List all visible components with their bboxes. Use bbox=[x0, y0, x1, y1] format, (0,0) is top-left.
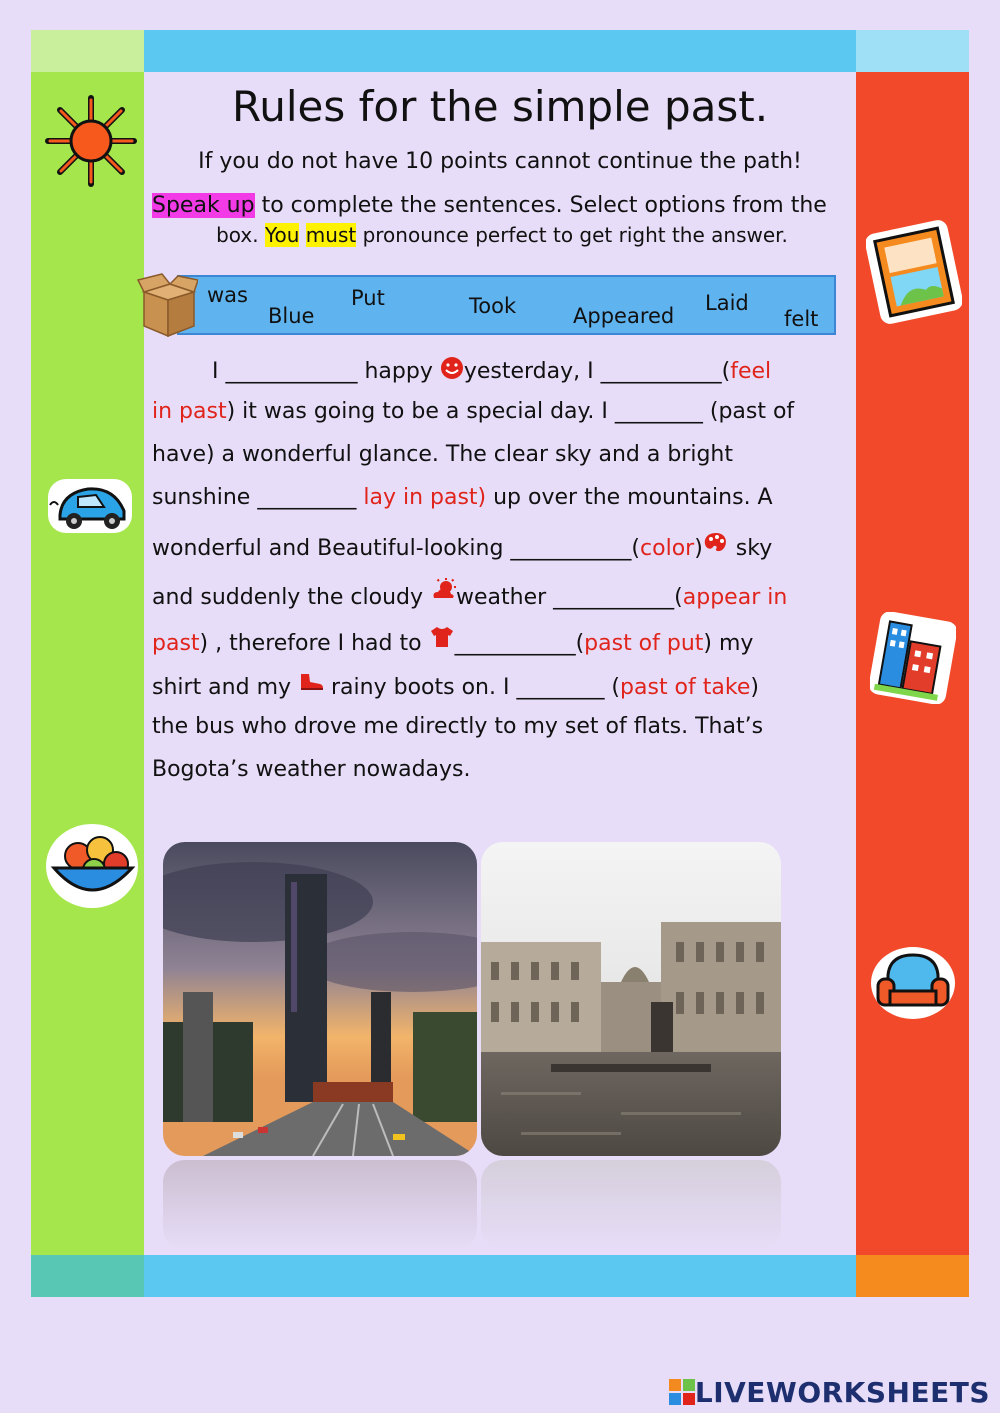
story-line-3: have) a wonderful glance. The clear sky and a bright bbox=[152, 442, 734, 467]
hint-color: color bbox=[640, 536, 695, 561]
story-text: shirt and my bbox=[152, 675, 299, 700]
story-text: ___________( bbox=[454, 631, 585, 656]
word-option-was[interactable]: was bbox=[207, 283, 248, 307]
hint-lay-in-past: lay in past) bbox=[363, 485, 487, 510]
story-text: sky bbox=[728, 536, 773, 561]
hint-past-of-take: past of take bbox=[620, 675, 751, 700]
car-icon bbox=[44, 475, 136, 537]
fruit-bowl-icon bbox=[44, 820, 140, 910]
window-picture-icon bbox=[866, 220, 962, 324]
city-photo-reflection bbox=[163, 1160, 477, 1250]
word-option-took[interactable]: Took bbox=[469, 294, 517, 318]
story-line-1 bbox=[212, 356, 771, 384]
instructions-line-1 bbox=[152, 193, 852, 218]
story-line-8 bbox=[152, 672, 759, 700]
subtitle: If you do not have 10 points cannot continue the path! bbox=[198, 149, 802, 174]
city-skyline-photo bbox=[163, 842, 477, 1156]
frame-bottom-left bbox=[31, 1255, 144, 1297]
sofa-icon bbox=[870, 945, 956, 1021]
story-line-9: the bus who drove me directly to my set of flats. That’s bbox=[152, 714, 764, 739]
story-text: ) bbox=[694, 536, 703, 561]
frame-bottom-bar bbox=[144, 1255, 856, 1297]
frame-top-left bbox=[31, 30, 144, 72]
word-option-laid[interactable]: Laid bbox=[705, 291, 749, 315]
t-shirt-icon bbox=[429, 625, 455, 649]
hint-past-of-put: past of put bbox=[584, 631, 704, 656]
story-text: sunshine _________ bbox=[152, 485, 364, 510]
story-text: ) bbox=[750, 675, 759, 700]
boots-icon bbox=[298, 672, 324, 692]
plaza-photo bbox=[481, 842, 781, 1156]
instructions-text: pronounce perfect to get right the answer. bbox=[356, 223, 788, 247]
word-option-felt[interactable]: felt bbox=[784, 307, 819, 331]
frame-top-right bbox=[856, 30, 969, 72]
story-text: weather ___________( bbox=[456, 585, 683, 610]
story-line-5 bbox=[152, 531, 772, 561]
cloudy-sun-icon bbox=[430, 578, 456, 602]
story-line-7 bbox=[152, 625, 753, 656]
story-text: ) it was going to be a special day. I ________ (past of bbox=[226, 399, 795, 424]
word-option-put[interactable]: Put bbox=[351, 286, 385, 310]
story-text: and suddenly the cloudy bbox=[152, 585, 431, 610]
cardboard-box-icon bbox=[136, 270, 198, 340]
sun-icon bbox=[42, 92, 140, 190]
story-text: wonderful and Beautiful-looking ___________( bbox=[152, 536, 641, 561]
word-bank bbox=[177, 275, 836, 335]
word-option-blue[interactable]: Blue bbox=[268, 304, 315, 328]
story-line-2 bbox=[152, 399, 794, 424]
instructions-line-2 bbox=[152, 223, 852, 247]
instructions-text: box. bbox=[216, 223, 265, 247]
instructions-text: to complete the sentences. Select options from the bbox=[254, 193, 827, 218]
story-text: rainy boots on. I ________ ( bbox=[324, 675, 621, 700]
page-title: Rules for the simple past. bbox=[231, 82, 769, 131]
story-line-4 bbox=[152, 485, 773, 510]
plaza-photo-reflection bbox=[481, 1160, 781, 1250]
story-text: ) , therefore I had to bbox=[199, 631, 429, 656]
hint-in-past: in past bbox=[152, 399, 227, 424]
you-highlight: You bbox=[264, 223, 300, 247]
buildings-icon bbox=[870, 612, 956, 704]
story-line-6 bbox=[152, 578, 787, 610]
frame-top-bar bbox=[144, 30, 856, 72]
brand-name: LIVEWORKSHEETS bbox=[694, 1376, 990, 1409]
liveworksheets-logo-icon bbox=[669, 1379, 695, 1405]
speak-up-highlight: Speak up bbox=[152, 193, 255, 218]
smiley-icon bbox=[440, 356, 464, 380]
frame-left-bar bbox=[31, 72, 144, 1255]
hint-appear-in: appear in bbox=[682, 585, 788, 610]
story-text: yesterday, I ___________( bbox=[463, 359, 731, 384]
hint-past: past bbox=[152, 631, 200, 656]
story-text: I ____________ happy bbox=[212, 359, 440, 384]
frame-bottom-right bbox=[856, 1255, 969, 1297]
story-text: ) my bbox=[703, 631, 754, 656]
paint-palette-icon bbox=[703, 531, 729, 553]
story-line-10: Bogota’s weather nowadays. bbox=[152, 757, 471, 782]
story-text: up over the mountains. A bbox=[486, 485, 773, 510]
instructions-space bbox=[299, 223, 305, 247]
brand-logo bbox=[669, 1376, 990, 1409]
hint-feel: feel bbox=[730, 359, 772, 384]
must-highlight: must bbox=[305, 223, 357, 247]
word-option-appeared[interactable]: Appeared bbox=[573, 304, 675, 328]
